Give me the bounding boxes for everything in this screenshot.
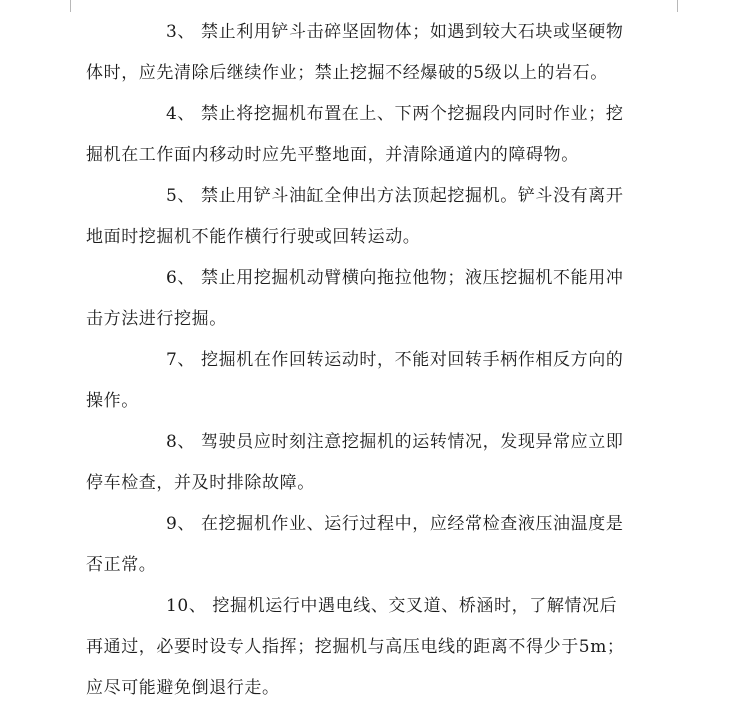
paragraph-rule-3 [86, 12, 661, 94]
paragraph-line: 8、 驾驶员应时刻注意挖掘机的运转情况，发现异常应立即 [166, 432, 624, 452]
paragraph-line: 否正常。 [86, 555, 157, 575]
paragraph-line: 应尽可能避免倒退行走。 [86, 678, 280, 698]
paragraph-rule-6 [86, 258, 661, 340]
paragraph-rule-9 [86, 504, 661, 586]
paragraph-line: 地面时挖掘机不能作横行行驶或回转运动。 [86, 227, 421, 247]
paragraph-line: 再通过，必要时设专人指挥；挖掘机与高压电线的距离不得少于5m； [86, 637, 625, 657]
paragraph-rule-5 [86, 176, 661, 258]
paragraph-line: 击方法进行挖掘。 [86, 309, 227, 329]
paragraph-line: 5、 禁止用铲斗油缸全伸出方法顶起挖掘机。铲斗没有离开 [166, 186, 624, 206]
paragraph-rule-10 [86, 586, 661, 709]
paragraph-rule-8 [86, 422, 661, 504]
paragraph-line: 6、 禁止用挖掘机动臂横向拖拉他物；液压挖掘机不能用冲 [166, 268, 624, 288]
paragraph-line: 操作。 [86, 391, 139, 411]
paragraph-line: 10、 挖掘机运行中遇电线、交叉道、桥涵时，了解情况后 [166, 596, 618, 616]
left-margin-marker [70, 0, 71, 12]
paragraph-rule-4 [86, 94, 661, 176]
paragraph-line: 7、 挖掘机在作回转运动时，不能对回转手柄作相反方向的 [166, 350, 624, 370]
paragraph-line: 体时，应先清除后继续作业；禁止挖掘不经爆破的5级以上的岩石。 [86, 63, 608, 83]
paragraph-line: 3、 禁止利用铲斗击碎坚固物体；如遇到较大石块或坚硬物 [166, 22, 624, 42]
right-margin-marker [677, 0, 678, 12]
paragraph-line: 停车检查，并及时排除故障。 [86, 473, 315, 493]
paragraph-line: 4、 禁止将挖掘机布置在上、下两个挖掘段内同时作业；挖 [166, 104, 624, 124]
paragraph-line: 掘机在工作面内移动时应先平整地面，并清除通道内的障碍物。 [86, 145, 579, 165]
paragraph-line: 9、 在挖掘机作业、运行过程中，应经常检查液压油温度是 [166, 514, 624, 534]
paragraph-rule-7 [86, 340, 661, 422]
